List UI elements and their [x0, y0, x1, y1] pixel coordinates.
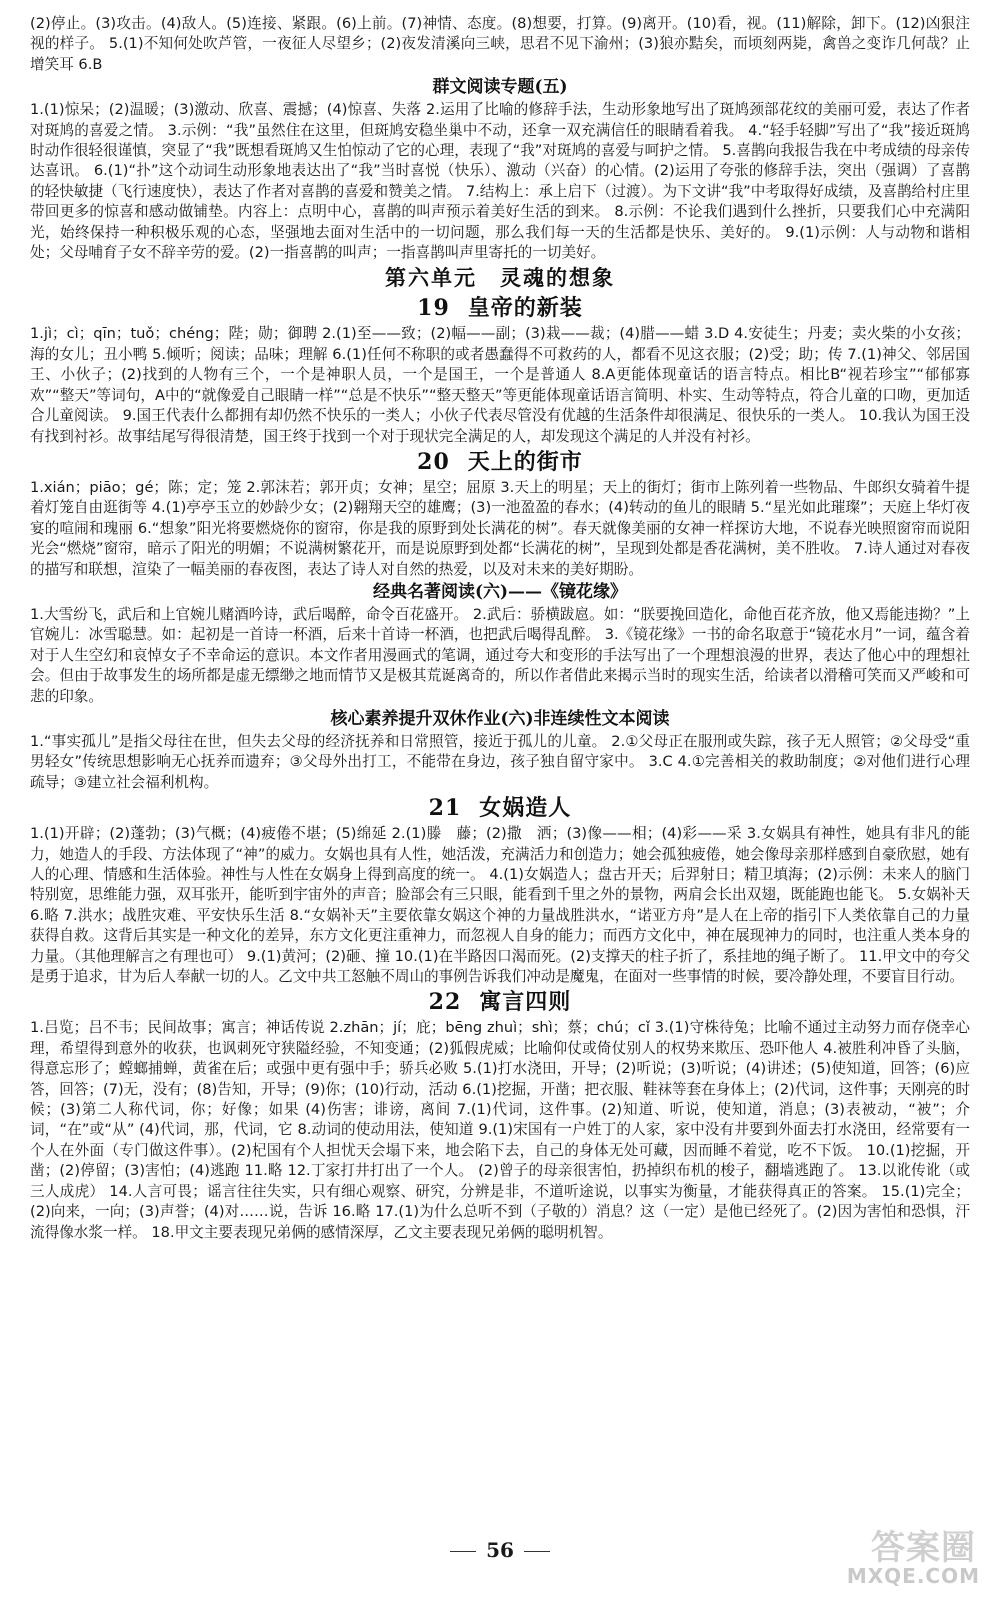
section-paragraph-weekend-homework-6: 1.“事实孤儿”是指父母往在世，但失去父母的经济抚养和日常照管，接近于孤儿的儿童。 2.①父母正在服刑或失踪，孩子无人照管；②父母受“重男轻女”传统思想影响无心抚养而遗弃；③父母外出打工，不能带在身边，孩子独自留守家中。 3.C 4.①完善相关的救助制度；②对他们进行心理疏导；③建立社会福利机构。 [30, 732, 970, 791]
answer-content [30, 14, 970, 1243]
lesson-heading-21 [30, 793, 970, 824]
unit-heading-6 [30, 263, 970, 293]
site-watermark [836, 1520, 986, 1590]
lesson-heading-22 [30, 987, 970, 1018]
lesson-paragraph-20: 1.xián；piāo；gé；陈；定；笼 2.郭沫若；郭开贞；女神；星空；屈原 3.天上的明星；天上的街灯；街市上陈列着一些物品、牛郎织女骑着牛提着灯笼自由逛街等 4.(1)亭亭玉立的妙龄少女；(2)翱翔天空的雄鹰；(3)一池盈盈的春水；(4)转动的鱼儿的眼睛 5.“星光如此璀璨”；天庭上华灯夜宴的喧闹和瑰丽 6.“想象”阳光将要燃烧你的窗帘，你是我的原野到处长满花的树”。春天就像美丽的女神一样探访大地，不说春光映照窗帘而说阳光会“燃烧”窗帘，暗示了阳光的明媚；不说满树繁花开，而是说原野到处都“长满花的树”，呈现到处都是香花满树，美不胜收。 7.诗人通过对春夜的描写和联想，渲染了一幅美丽的春夜图，表达了诗人对自然的热爱，以及对未来的美好期盼。 [30, 478, 970, 578]
lesson-title: 天上的街市 [467, 448, 583, 475]
section-paragraph-group-reading-5: 1.(1)惊呆；(2)温暖；(3)激动、欣喜、震撼；(4)惊喜、失落 2.运用了比喻的修辞手法，生动形象地写出了斑鸠颈部花纹的美丽可爱，表达了作者对斑鸠的喜爱之情。 3.示例：“我”虽然住在这里，但斑鸠安稳坐巢中不动，还拿一双充满信任的眼睛看着我。 4.“轻手轻脚”写出了“我”接近斑鸠时动作很轻很谨慎，突显了“我”既想看斑鸠又生怕惊动了它的心理，表现了“我”对斑鸠的喜爱与呵护之情。 5.喜鹊向我报告我在中考成绩的母亲传达喜讯。 6.(1)“扑”这个动词生动形象地表达出了“我”当时喜悦（快乐）、激动（兴奋）的心情。(2)运用了夸张的修辞手法，突出（强调）了喜鹊的轻快敏捷（飞行速度快），表达了作者对喜鹊的喜爱和赞美之情。 7.结构上：承上启下（过渡）。为下文讲“我”中考取得好成绩，及喜鹊给村庄里带回更多的惊喜和感动做铺垫。内容上：点明中心，喜鹊的叫声预示着美好生活的到来。 8.示例：不论我们遇到什么挫折，只要我们心中充满阳光，始终保持一种积极乐观的心态，坚强地去面对生活中的一切问题，那么我们每一天的生活都是快乐、美好的。 9.(1)示例：人与动物和谐相处；父母哺育子女不辞辛劳的爱。(2)一指喜鹊的叫声；一指喜鹊叫声里寄托的一切美好。 [30, 101, 970, 262]
watermark-logo-text: 答案圈 [871, 1528, 976, 1568]
unit-heading-text: 第六单元 灵魂的想象 [385, 266, 615, 291]
section-paragraph-classic-reading-6: 1.大雪纷飞，武后和上官婉儿赌酒吟诗，武后喝醉，命令百花盛开。 2.武后：骄横跋扈。如：“朕要挽回造化，命他百花齐放，他又焉能违拗？”上官婉儿：冰雪聪慧。如：起初是一首诗一杯酒，后来十首诗一杯酒，也把武后喝得乱醉。 3.《镜花缘》一书的命名取意于“镜花水月”一词，蕴含着对于人生空幻和哀悼女子不幸命运的意识。本文作者用漫画式的笔调，通过夸大和变形的手法写出了一个理想浪漫的世界，表达了他心中的理想社会。但由于故事发生的场所都是虚无缥缈之地而情节又是极其荒诞离奇的，所以作者借此来揭示当时的现实生活，给读者以滑稽可笑而又严峻和可悲的印象。 [30, 605, 970, 705]
lesson-paragraph-19: 1.jì；cì；qīn；tuǒ；chéng；陛；勋；御聘 2.(1)至——致；(2)幅——副；(3)栽——裁；(4)腊——蜡 3.D 4.安徒生；丹麦；卖火柴的小女孩；海的女儿；丑小鸭 5.倾听；阅读；品味；理解 6.(1)任何不称职的或者愚蠢得不可救药的人，都看不见这衣服；(2)受；助；传 7.(1)神父、邻居国王、小伙子；(2)找到的人物有三个，一个是神职人员，一个是国王，一个是普通人 8.A更能体现童话的语言特点。相比B“视若珍宝”“郁郁寡欢”“整天”等词句，A中的“就像爱自己眼睛一样”“总是不快乐”“整天整天”等更能体现童话语言简明、朴实、生动等特点，符合儿童的口吻，更加适合儿童阅读。 9.国王代表什么都拥有却仍然不快乐的一类人；小伙子代表尽管没有优越的生活条件却很满足、很快乐的一类人。 10.我认为国王没有找到衬衫。故事结尾写得很清楚，国王终于找到一个对于现状完全满足的人，却发现这个满足的人并没有衬衫。 [30, 325, 970, 445]
lesson-number: 21 [428, 795, 462, 822]
lesson-heading-20 [30, 447, 970, 478]
lesson-number: 22 [428, 989, 462, 1016]
section-heading-classic-reading-6: 经典名著阅读(六)——《镜花缘》 [372, 581, 628, 602]
lesson-title: 皇帝的新装 [467, 295, 583, 322]
lesson-heading-19 [30, 293, 970, 324]
lesson-title: 寓言四则 [479, 989, 572, 1016]
section-heading-group-reading-5: 群文阅读专题(五) [432, 77, 568, 98]
lesson-paragraph-21: 1.(1)开辟；(2)蓬勃；(3)气概；(4)疲倦不堪；(5)绵延 2.(1)滕 藤；(2)撒 洒；(3)像——相；(4)彩——采 3.女娲具有神性，她具有非凡的能力，她造人的手段、方法体现了“神”的威力。女娲也具有人性，她活泼，充满活力和创造力；她会孤独疲倦，她会像母亲那样感到自豪欣慰，她有人的心理、情感和生活体验。神性与人性在女娲身上得到高度的统一。 4.(1)女娲造人；盘古开天；后羿射日；精卫填海；(2)示例：未来人的脑门特别宽，思维能力强，双耳张开，能听到宇宙外的声音；脸部会有三只眼，能看到千里之外的景物，两肩会长出双翅，既能跑也能飞。 5.女娲补天 6.略 7.洪水；战胜灾难、平安快乐生活 8.“女娲补天”主要依靠女娲这个神的力量战胜洪水，“诺亚方舟”是人在上帝的指引下人类依靠自己的力量获得自救。这背后其实是一种文化的差异，东方文化更注重神力，而忽视人自身的能力；而西方文化中，神在展现神力的同时，也注重人类本身的力量。（其他理解言之有理也可） 9.(1)黄河；(2)砸、撞 10.(1)在半路因口渴而死。(2)支撑天的柱子折了，系挂地的绳子断了。 11.甲文中的夸父是勇于追求，甘为后人奉献一切的人。乙文中共工怒触不周山的事例告诉我们冲动是魔鬼，在面对一些事情的时候，要冷静处理，不要盲目行动。 [30, 825, 970, 986]
lesson-paragraph-22: 1.吕览；吕不韦；民间故事；寓言；神话传说 2.zhān；jí；庇；bēng zhuì；shì；蔡；chú；cǐ 3.(1)守株待兔；比喻不通过主动努力而存侥幸心理，希望得到意外的收获，也讽刺死守狭隘经验，不知变通；(2)狐假虎威；比喻仰仗或倚仗别人的权势来欺压、恐吓他人 4.被胜利冲昏了头脑，得意忘形了；螳螂捕蝉，黄雀在后；或强中更有强中手；骄兵必败 5.(1)打水浇田，开导；(2)听说；(3)听说；(4)讲述；(5)使知道，回答；(6)应答，回答；(7)无，没有；(8)告知，开导；(9)你；(10)行动，活动 6.(1)挖掘，开凿；把衣服、鞋袜等套在身体上；(2)代词，这件事；天刚亮的时候；(3)第二人称代词，你；好像；如果 (4)伤害；诽谤，离间 7.(1)代词，这件事。(2)知道、听说，使知道，消息；(3)表被动，“被”；介词，“在”或“从” (4)代词，那，代词，它 8.动词的使动用法，使知道 9.(1)宋国有一户姓丁的人家，家中没有井要到外面去打水浇田，经常要有一个人在外面（专门做这件事）。(2)杞国有个人担忧天会塌下来，地会陷下去，自己的身体无处可藏，因而睡不着觉，吃不下饭。 10.(1)挖掘，开凿；(2)停留；(3)害怕；(4)逃跑 11.略 12.丁家打井打出了一个人。 (2)曾子的母亲很害怕，扔掉织布机的梭子，翻墙逃跑了。 13.以讹传讹（或三人成虎） 14.人言可畏；谣言往往失实，只有细心观察、研究，分辨是非，不道听途说，以事实为衡量，才能获得真正的答案。 15.(1)完全；(2)向来，一向；(3)声誉；(4)对……说，告诉 16.略 17.(1)为什么总听不到（子敬的）消息？这（一定）是他已经死了。(2)因为害怕和恐惧，汗流得像水浆一样。 18.甲文主要表现兄弟俩的感情深厚，乙文主要表现兄弟俩的聪明机智。 [30, 1019, 970, 1241]
top-paragraph: (2)停止。(3)攻击。(4)敌人。(5)连接、紧跟。(6)上前。(7)神情、态度。(8)想要，打算。(9)离开。(10)看，视。(11)解除，卸下。(12)凶狠注视的样子。 5.(1)不知何处吹芦管，一夜征人尽望乡；(2)夜发清溪向三峡，思君不见下渝州；(3)狼亦黠矣，而顷刻两毙，禽兽之变诈几何哉？止增笑耳 6.B [30, 15, 970, 73]
page-number-text: 56 [486, 1538, 514, 1562]
lesson-title: 女娲造人 [479, 795, 572, 822]
lesson-number: 19 [417, 295, 450, 322]
lesson-number: 20 [417, 448, 450, 475]
section-heading-weekend-homework-6: 核心素养提升双休作业(六)非连续性文本阅读 [330, 708, 670, 729]
watermark-url-text: MXQE.COM [846, 1564, 980, 1588]
